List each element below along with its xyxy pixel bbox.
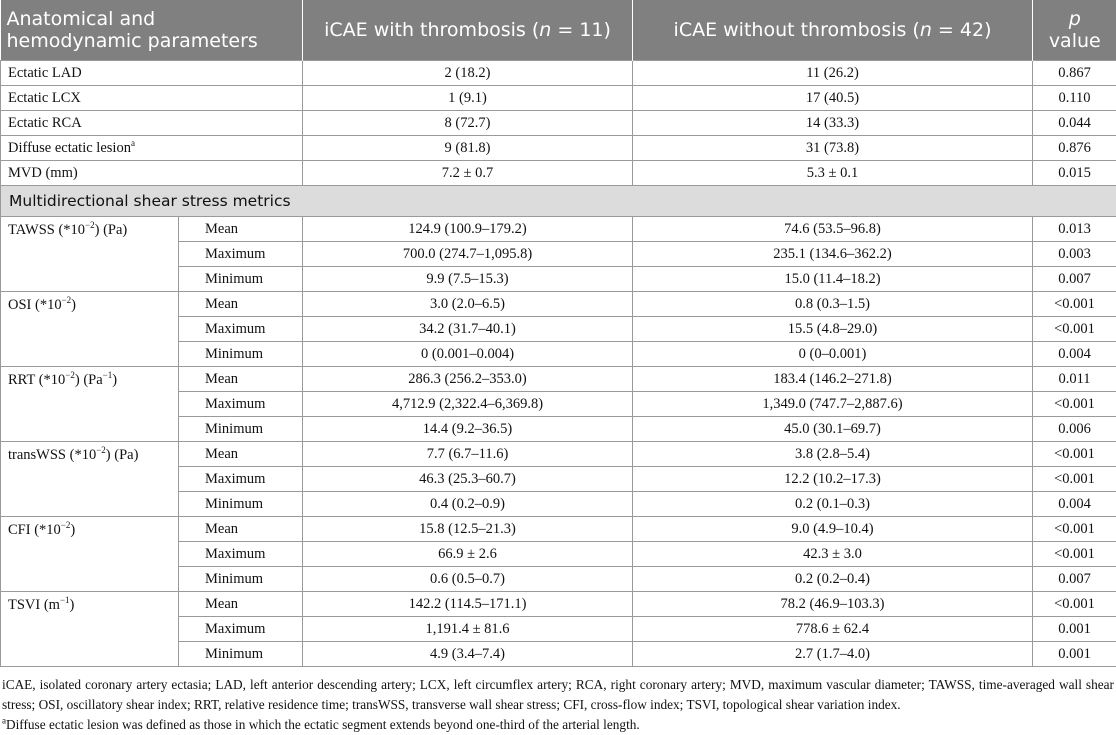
- value-without-thrombosis: 5.3 ± 0.1: [633, 161, 1033, 186]
- p-value: <0.001: [1033, 317, 1116, 342]
- abbreviations-note: iCAE, isolated coronary artery ectasia; LAD, left anterior descending artery; LCX, left circumflex artery; RCA, right coronary artery; MVD, maximum vascular diameter; TAWSS, time-averaged wall shear stress; OSI, oscillatory shear index; RRT, relative residence time; transWSS, transverse wall shear stress; CFI, cross-flow index; TSVI, topological shear variation index.: [2, 675, 1114, 715]
- value-without-thrombosis: 12.2 (10.2–17.3): [633, 467, 1033, 492]
- value-with-thrombosis: 46.3 (25.3–60.7): [303, 467, 633, 492]
- table-row: [1, 592, 1116, 617]
- metric-group-label: TAWSS $(*10^{-2})$ (Pa): [1, 217, 179, 292]
- value-with-thrombosis: 3.0 (2.0–6.5): [303, 292, 633, 317]
- exponent: −1: [60, 595, 70, 605]
- header-without-text: iCAE without thrombosis (: [674, 19, 920, 41]
- statistic-label: Minimum: [179, 567, 303, 592]
- table-row: [1, 86, 1116, 111]
- header-p: p: [1069, 8, 1081, 30]
- diffuse-lesion-note: [2, 715, 1114, 735]
- p-value: <0.001: [1033, 392, 1116, 417]
- p-value: 0.007: [1033, 567, 1116, 592]
- value-without-thrombosis: 0 (0–0.001): [633, 342, 1033, 367]
- table-row: [1, 217, 1116, 242]
- row-label: [1, 161, 303, 186]
- metric-group-label: OSI $(*10^{-2})$: [1, 292, 179, 367]
- exponent: −2: [65, 370, 75, 380]
- header-p-value: [1033, 0, 1116, 61]
- p-value: 0.011: [1033, 367, 1116, 392]
- value-with-thrombosis: 0.4 (0.2–0.9): [303, 492, 633, 517]
- p-value: <0.001: [1033, 292, 1116, 317]
- value-without-thrombosis: 9.0 (4.9–10.4): [633, 517, 1033, 542]
- value-with-thrombosis: 0 (0.001–0.004): [303, 342, 633, 367]
- p-value: 0.044: [1033, 111, 1116, 136]
- value-with-thrombosis: 66.9 ± 2.6: [303, 542, 633, 567]
- value-without-thrombosis: 15.5 (4.8–29.0): [633, 317, 1033, 342]
- header-parameters: Anatomical and hemodynamic parameters: [1, 0, 303, 61]
- statistic-label: Maximum: [179, 242, 303, 267]
- value-without-thrombosis: 183.4 (146.2–271.8): [633, 367, 1033, 392]
- value-with-thrombosis: 15.8 (12.5–21.3): [303, 517, 633, 542]
- value-without-thrombosis: 42.3 ± 3.0: [633, 542, 1033, 567]
- exponent: −2: [62, 295, 72, 305]
- value-with-thrombosis: 7.2 ± 0.7: [303, 161, 633, 186]
- statistic-label: Mean: [179, 217, 303, 242]
- p-value: 0.004: [1033, 492, 1116, 517]
- p-value: 0.015: [1033, 161, 1116, 186]
- p-value: <0.001: [1033, 517, 1116, 542]
- value-without-thrombosis: 78.2 (46.9–103.3): [633, 592, 1033, 617]
- section-row: [1, 186, 1116, 217]
- value-with-thrombosis: 0.6 (0.5–0.7): [303, 567, 633, 592]
- value-with-thrombosis: 7.7 (6.7–11.6): [303, 442, 633, 467]
- value-without-thrombosis: 0.2 (0.1–0.3): [633, 492, 1033, 517]
- header-without-thrombosis: [633, 0, 1033, 61]
- header-with-n: n: [539, 19, 551, 41]
- row-label: [1, 136, 303, 161]
- header-with-count: = 11): [551, 19, 611, 41]
- statistic-label: Minimum: [179, 417, 303, 442]
- p-value: 0.003: [1033, 242, 1116, 267]
- p-value: <0.001: [1033, 467, 1116, 492]
- table-row: [1, 161, 1116, 186]
- value-with-thrombosis: 9.9 (7.5–15.3): [303, 267, 633, 292]
- value-without-thrombosis: 0.8 (0.3–1.5): [633, 292, 1033, 317]
- row-label: [1, 111, 303, 136]
- exponent: −2: [85, 220, 95, 230]
- value-without-thrombosis: 2.7 (1.7–4.0): [633, 642, 1033, 667]
- p-value: <0.001: [1033, 442, 1116, 467]
- p-value: 0.006: [1033, 417, 1116, 442]
- value-with-thrombosis: 700.0 (274.7–1,095.8): [303, 242, 633, 267]
- row-label-text: Ectatic LAD: [8, 65, 82, 81]
- value-without-thrombosis: 74.6 (53.5–96.8): [633, 217, 1033, 242]
- table-row: [1, 136, 1116, 161]
- value-without-thrombosis: 17 (40.5): [633, 86, 1033, 111]
- value-with-thrombosis: 2 (18.2): [303, 61, 633, 86]
- row-label: [1, 86, 303, 111]
- table-row: [1, 292, 1116, 317]
- statistic-label: Mean: [179, 442, 303, 467]
- p-value: 0.110: [1033, 86, 1116, 111]
- value-without-thrombosis: 3.8 (2.8–5.4): [633, 442, 1033, 467]
- row-label-text: Ectatic LCX: [8, 90, 81, 106]
- table-footnotes: [0, 667, 1116, 735]
- table-row: [1, 61, 1116, 86]
- section-title: Multidirectional shear stress metrics: [1, 186, 1116, 217]
- value-without-thrombosis: 14 (33.3): [633, 111, 1033, 136]
- statistic-label: Minimum: [179, 267, 303, 292]
- statistic-label: Maximum: [179, 317, 303, 342]
- header-row: [1, 0, 1116, 61]
- metric-group-label: TSVI $(m^{-1})$: [1, 592, 179, 667]
- p-value: 0.876: [1033, 136, 1116, 161]
- exponent: −1: [103, 370, 113, 380]
- value-without-thrombosis: 31 (73.8): [633, 136, 1033, 161]
- statistic-label: Maximum: [179, 392, 303, 417]
- p-value: 0.001: [1033, 642, 1116, 667]
- value-with-thrombosis: 1 (9.1): [303, 86, 633, 111]
- exponent: −2: [61, 520, 71, 530]
- statistic-label: Maximum: [179, 542, 303, 567]
- value-with-thrombosis: 4.9 (3.4–7.4): [303, 642, 633, 667]
- statistic-label: Minimum: [179, 492, 303, 517]
- statistic-label: Minimum: [179, 642, 303, 667]
- row-label-text: MVD (mm): [8, 165, 78, 181]
- header-without-n: n: [920, 19, 932, 41]
- exponent: −2: [96, 445, 106, 455]
- value-with-thrombosis: 1,191.4 ± 81.6: [303, 617, 633, 642]
- table-row: [1, 442, 1116, 467]
- value-without-thrombosis: 45.0 (30.1–69.7): [633, 417, 1033, 442]
- statistic-label: Maximum: [179, 467, 303, 492]
- table-row: [1, 517, 1116, 542]
- value-without-thrombosis: 15.0 (11.4–18.2): [633, 267, 1033, 292]
- row-label-text: Ectatic RCA: [8, 115, 82, 131]
- row-label: [1, 61, 303, 86]
- value-with-thrombosis: 286.3 (256.2–353.0): [303, 367, 633, 392]
- statistic-label: Mean: [179, 517, 303, 542]
- value-without-thrombosis: 778.6 ± 62.4: [633, 617, 1033, 642]
- row-label-text: Diffuse ectatic lesion: [8, 140, 131, 156]
- p-value: 0.004: [1033, 342, 1116, 367]
- value-without-thrombosis: 11 (26.2): [633, 61, 1033, 86]
- header-with-text: iCAE with thrombosis (: [324, 19, 539, 41]
- value-without-thrombosis: 0.2 (0.2–0.4): [633, 567, 1033, 592]
- footnote-marker: a: [131, 138, 135, 148]
- metric-group-label: transWSS $(*10^{-2})$ (Pa): [1, 442, 179, 517]
- statistic-label: Mean: [179, 592, 303, 617]
- header-without-count: = 42): [932, 19, 992, 41]
- value-with-thrombosis: 124.9 (100.9–179.2): [303, 217, 633, 242]
- value-with-thrombosis: 4,712.9 (2,322.4–6,369.8): [303, 392, 633, 417]
- value-without-thrombosis: 1,349.0 (747.7–2,887.6): [633, 392, 1033, 417]
- value-with-thrombosis: 34.2 (31.7–40.1): [303, 317, 633, 342]
- header-value: value: [1049, 30, 1101, 52]
- metric-group-label: CFI $(*10^{-2})$: [1, 517, 179, 592]
- statistic-label: Minimum: [179, 342, 303, 367]
- p-value: 0.001: [1033, 617, 1116, 642]
- note-text: Diffuse ectatic lesion was defined as those in which the ectatic segment extends beyond one-third of the arterial length.: [6, 717, 640, 732]
- p-value: 0.013: [1033, 217, 1116, 242]
- value-with-thrombosis: 142.2 (114.5–171.1): [303, 592, 633, 617]
- p-value: 0.867: [1033, 61, 1116, 86]
- statistic-label: Mean: [179, 292, 303, 317]
- value-with-thrombosis: 8 (72.7): [303, 111, 633, 136]
- table-row: [1, 367, 1116, 392]
- value-with-thrombosis: 14.4 (9.2–36.5): [303, 417, 633, 442]
- table-row: [1, 111, 1116, 136]
- statistic-label: Maximum: [179, 617, 303, 642]
- value-with-thrombosis: 9 (81.8): [303, 136, 633, 161]
- p-value: <0.001: [1033, 592, 1116, 617]
- p-value: 0.007: [1033, 267, 1116, 292]
- statistic-label: Mean: [179, 367, 303, 392]
- value-without-thrombosis: 235.1 (134.6–362.2): [633, 242, 1033, 267]
- p-value: <0.001: [1033, 542, 1116, 567]
- note-marker: a: [2, 716, 6, 726]
- metric-group-label: RRT $(*10^{-2})$ $(Pa^{-1})$: [1, 367, 179, 442]
- header-with-thrombosis: [303, 0, 633, 61]
